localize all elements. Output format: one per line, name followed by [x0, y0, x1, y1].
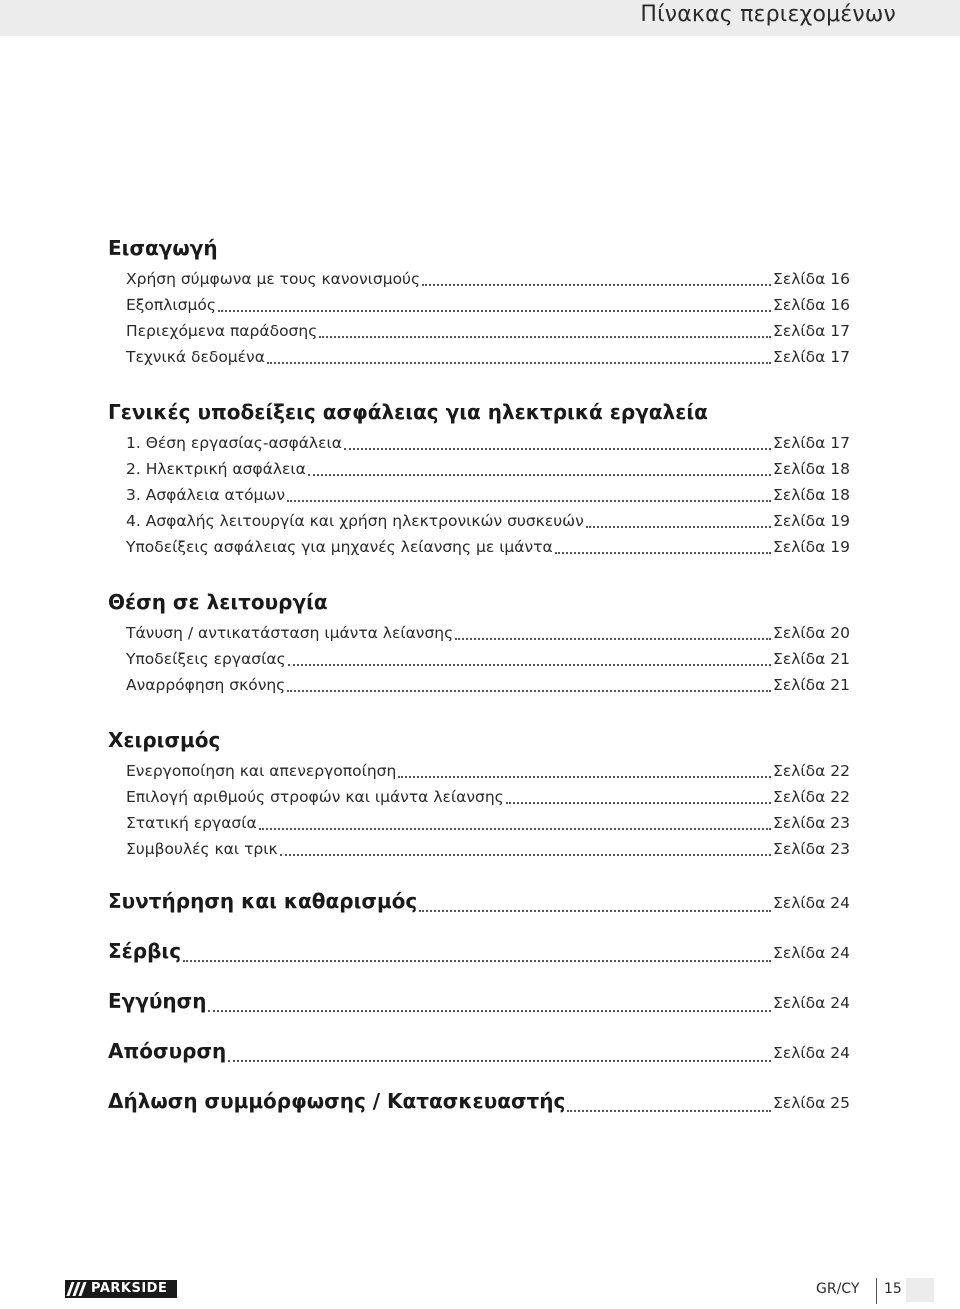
- toc-entry: [108, 456, 850, 482]
- dot-leader: [319, 336, 771, 338]
- dot-leader: [567, 1110, 771, 1112]
- toc-entry-text: 2. Ηλεκτρική ασφάλεια: [126, 460, 306, 478]
- dot-leader: [455, 638, 771, 640]
- toc-top-entry-text: Σέρβις: [108, 939, 182, 963]
- dot-leader: [555, 552, 771, 554]
- language-code: GR/CY: [816, 1281, 860, 1297]
- toc-entry-page: Σελίδα 22: [773, 788, 850, 806]
- page-title: Πίνακας περιεχομένων: [640, 2, 896, 27]
- dot-leader: [287, 690, 771, 692]
- dot-leader: [586, 526, 771, 528]
- toc-section: [108, 394, 850, 560]
- toc-entry-page: Σελίδα 16: [773, 296, 850, 314]
- toc-entry-page: Σελίδα 21: [773, 676, 850, 694]
- parkside-logo: [65, 1280, 177, 1298]
- toc-entry: [108, 292, 850, 318]
- toc-top-entry-page: Σελίδα 24: [773, 994, 850, 1012]
- toc-top-entry: [108, 876, 850, 926]
- toc-top-entry: [108, 926, 850, 976]
- toc-entry-text: Στατική εργασία: [126, 814, 257, 832]
- page-number: 15: [884, 1281, 902, 1297]
- toc-section: [108, 722, 850, 862]
- toc-entry-text: Χρήση σύμφωνα με τους κανονισμούς: [126, 270, 421, 288]
- dot-leader: [208, 1010, 771, 1012]
- section-title: Χειρισμός: [108, 728, 221, 752]
- toc-entry-text: Τάνυση / αντικατάσταση ιμάντα λείανσης: [126, 624, 454, 642]
- logo-brand-text: PARKSIDE: [91, 1281, 168, 1296]
- toc-section: [108, 584, 850, 698]
- dot-leader: [267, 362, 771, 364]
- toc-entry: [108, 318, 850, 344]
- dot-leader: [398, 776, 771, 778]
- section-title: Θέση σε λειτουργία: [108, 590, 328, 614]
- toc-top-entry: [108, 1026, 850, 1076]
- footer-band: [906, 1278, 934, 1302]
- toc-entry-page: Σελίδα 17: [773, 434, 850, 452]
- toc-entry: [108, 534, 850, 560]
- toc-top-entry-page: Σελίδα 24: [773, 894, 850, 912]
- toc-top-entry-text: Δήλωση συμμόρφωσης / Κατασκευαστής: [108, 1089, 566, 1113]
- dot-leader: [288, 664, 771, 666]
- toc-entry-page: Σελίδα 23: [773, 814, 850, 832]
- toc-entry-page: Σελίδα 19: [773, 538, 850, 556]
- toc-entry-text: Επιλογή αριθμούς στροφών και ιμάντα λείανσης: [126, 788, 504, 806]
- dot-leader: [344, 448, 771, 450]
- toc-top-entry: [108, 976, 850, 1026]
- toc-entry: [108, 266, 850, 292]
- toc-entry-text: 1. Θέση εργασίας-ασφάλεια: [126, 434, 342, 452]
- toc-entry-page: Σελίδα 17: [773, 322, 850, 340]
- toc-entry: [108, 672, 850, 698]
- toc-entry-page: Σελίδα 21: [773, 650, 850, 668]
- section-gap: [108, 370, 850, 384]
- dot-leader: [228, 1060, 771, 1062]
- dot-leader: [422, 284, 771, 286]
- toc-entry: [108, 482, 850, 508]
- toc-top-entry-page: Σελίδα 25: [773, 1094, 850, 1112]
- toc-entry: [108, 430, 850, 456]
- dot-leader: [506, 802, 771, 804]
- toc-entry-text: Αναρρόφηση σκόνης: [126, 676, 286, 694]
- toc-top-entry-page: Σελίδα 24: [773, 1044, 850, 1062]
- section-title: Γενικές υποδείξεις ασφάλειας για ηλεκτρικά εργαλεία: [108, 400, 708, 424]
- dot-leader: [287, 500, 771, 502]
- dot-leader: [419, 910, 771, 912]
- toc-entry-page: Σελίδα 23: [773, 840, 850, 858]
- toc-entry-text: Περιεχόμενα παράδοσης: [126, 322, 318, 340]
- toc-entry-page: Σελίδα 19: [773, 512, 850, 530]
- toc-entry: [108, 646, 850, 672]
- toc-entry-text: Υποδείξεις εργασίας: [126, 650, 286, 668]
- toc-entry-text: Ενεργοποίηση και απενεργοποίηση: [126, 762, 397, 780]
- toc-top-entry-text: Συντήρηση και καθαρισμός: [108, 889, 418, 913]
- toc-entry-text: Υποδείξεις ασφάλειας για μηχανές λείανσης με ιμάντα: [126, 538, 553, 556]
- section-gap: [108, 698, 850, 712]
- dot-leader: [308, 474, 771, 476]
- toc-top-entry-page: Σελίδα 24: [773, 944, 850, 962]
- toc-entry-text: Τεχνικά δεδομένα: [126, 348, 265, 366]
- toc-entry: [108, 508, 850, 534]
- section-gap: [108, 862, 850, 876]
- toc-entry-page: Σελίδα 18: [773, 460, 850, 478]
- toc-top-entry-text: Απόσυρση: [108, 1039, 227, 1063]
- toc-section: [108, 230, 850, 370]
- toc-entry-text: 4. Ασφαλής λειτουργία και χρήση ηλεκτρονικών συσκευών: [126, 512, 584, 530]
- section-gap: [108, 560, 850, 574]
- toc-entry-text: 3. Ασφάλεια ατόμων: [126, 486, 286, 504]
- dot-leader: [183, 960, 771, 962]
- dot-leader: [280, 854, 771, 856]
- toc-entry: [108, 620, 850, 646]
- table-of-contents: [108, 230, 850, 1126]
- toc-top-entry-text: Εγγύηση: [108, 989, 207, 1013]
- toc-entry-page: Σελίδα 17: [773, 348, 850, 366]
- section-title: Εισαγωγή: [108, 236, 218, 260]
- toc-entry-page: Σελίδα 18: [773, 486, 850, 504]
- toc-entry: [108, 784, 850, 810]
- footer-divider: [876, 1278, 877, 1304]
- toc-entry-page: Σελίδα 16: [773, 270, 850, 288]
- toc-top-entry: [108, 1076, 850, 1126]
- toc-entry-page: Σελίδα 20: [773, 624, 850, 642]
- toc-entry: [108, 836, 850, 862]
- dot-leader: [218, 310, 771, 312]
- toc-entry: [108, 810, 850, 836]
- logo-stripes-icon: [67, 1280, 87, 1298]
- toc-entry-text: Συμβουλές και τρικ: [126, 840, 278, 858]
- dot-leader: [259, 828, 771, 830]
- toc-entry: [108, 758, 850, 784]
- toc-entry-text: Εξοπλισμός: [126, 296, 216, 314]
- toc-entry: [108, 344, 850, 370]
- toc-entry-page: Σελίδα 22: [773, 762, 850, 780]
